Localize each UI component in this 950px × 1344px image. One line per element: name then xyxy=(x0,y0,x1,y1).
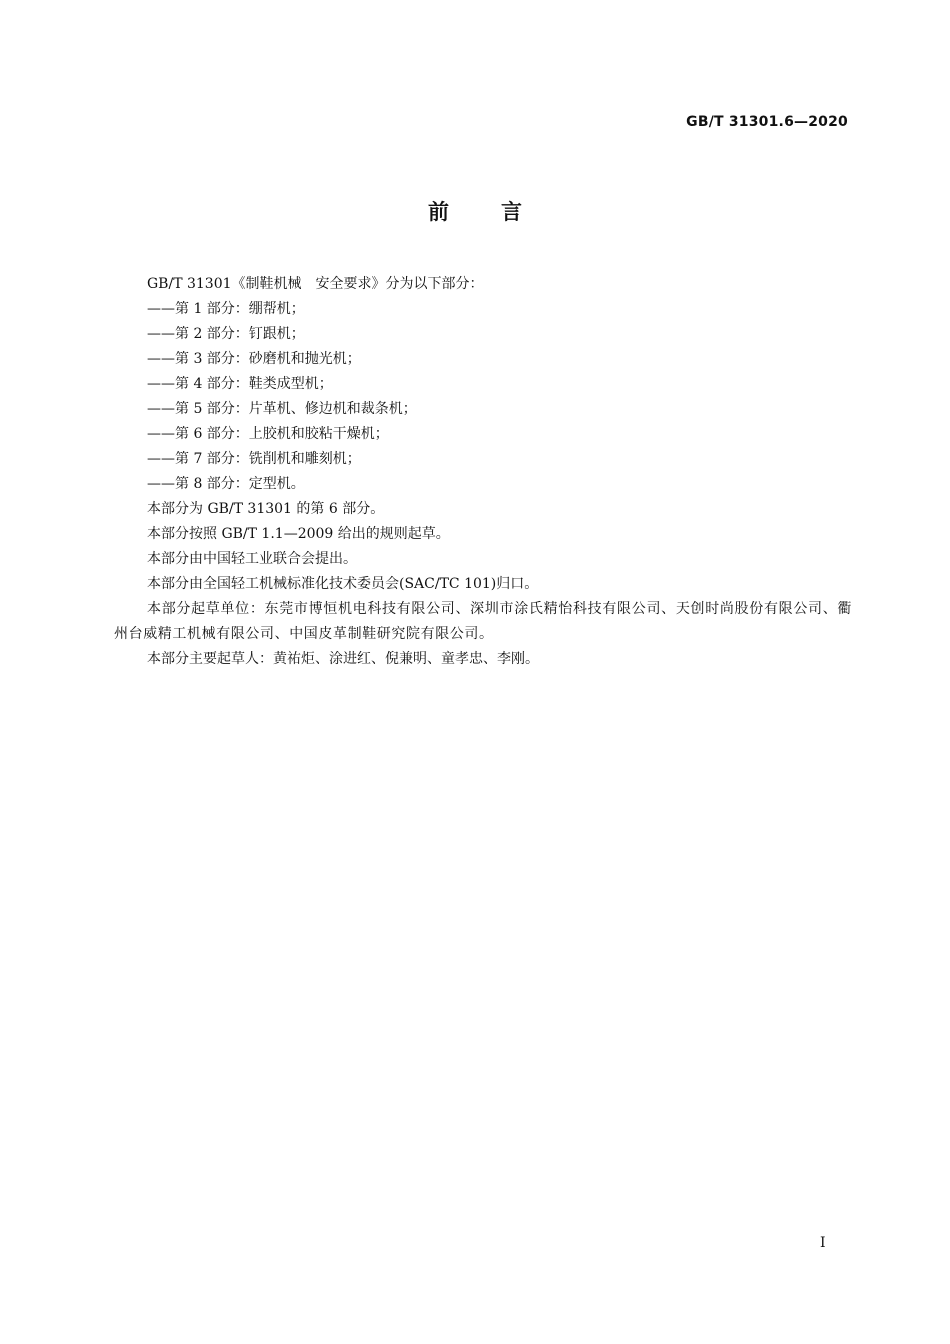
drafters-paragraph: 本部分主要起草人：黄祐炬、涂进红、倪兼明、童孝忠、李刚。 xyxy=(147,651,539,667)
list-item: ——第 7 部分：铣削机和雕刻机； xyxy=(147,451,361,467)
proposer-paragraph: 本部分由中国轻工业联合会提出。 xyxy=(147,551,357,567)
standard-number: GB/T 31301.6—2020 xyxy=(686,114,848,130)
page-number: I xyxy=(820,1235,826,1251)
drafting-units-paragraph: 本部分起草单位：东莞市博恒机电科技有限公司、深圳市涂氏精怡科技有限公司、天创时尚股份有限公司、衢州台威精工机械有限公司、中国皮革制鞋研究院有限公司。 xyxy=(114,601,852,642)
intro-paragraph: GB/T 31301《制鞋机械 安全要求》分为以下部分： xyxy=(147,276,484,292)
list-item: ——第 8 部分：定型机。 xyxy=(147,476,305,492)
list-item: ——第 4 部分：鞋类成型机； xyxy=(147,376,333,392)
drafting-rule-paragraph: 本部分按照 GB/T 1.1—2009 给出的规则起草。 xyxy=(147,526,450,542)
list-item: ——第 1 部分：绷帮机； xyxy=(147,301,305,317)
scope-paragraph: 本部分为 GB/T 31301 的第 6 部分。 xyxy=(147,501,385,517)
list-item: ——第 3 部分：砂磨机和抛光机； xyxy=(147,351,361,367)
centralized-paragraph: 本部分由全国轻工机械标准化技术委员会(SAC/TC 101)归口。 xyxy=(147,576,539,592)
foreword-body xyxy=(114,272,852,672)
page-title: 前言 xyxy=(428,200,574,224)
list-item: ——第 5 部分：片革机、修边机和裁条机； xyxy=(147,401,417,417)
list-item: ——第 6 部分：上胶机和胶粘干燥机； xyxy=(147,426,389,442)
list-item: ——第 2 部分：钉跟机； xyxy=(147,326,305,342)
